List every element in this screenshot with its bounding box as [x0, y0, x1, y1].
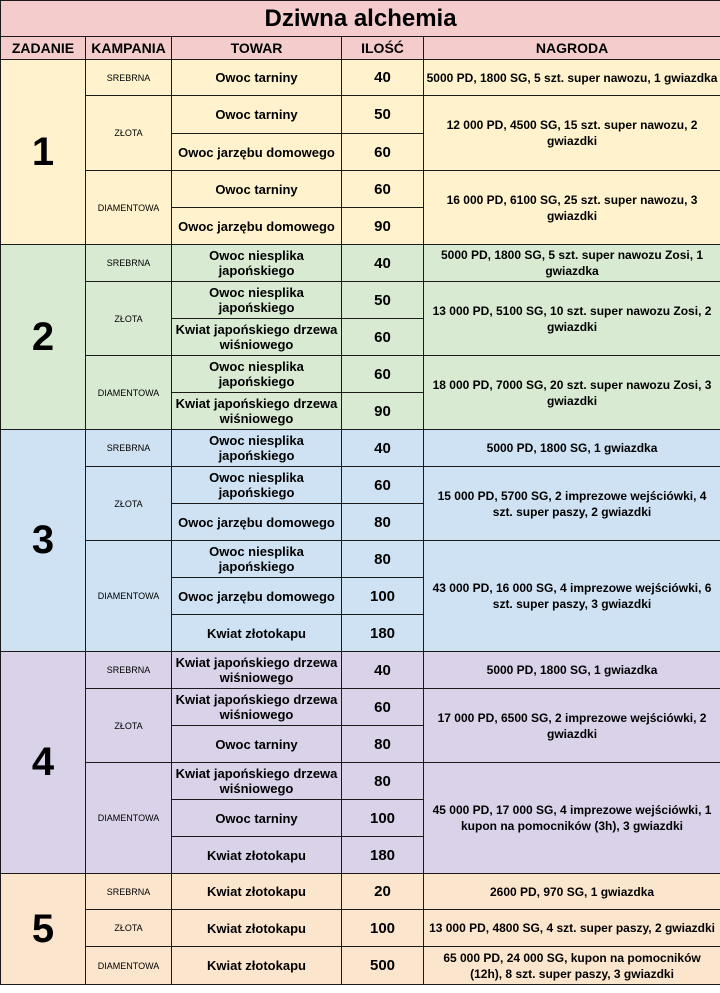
- reward-text: 17 000 PD, 6500 SG, 2 imprezowe wejściówki, 2 gwiazdki: [424, 689, 720, 763]
- item-quantity: 20: [342, 874, 424, 910]
- item-quantity: 180: [342, 615, 424, 652]
- item-name: Owoc jarzębu domowego: [172, 504, 342, 541]
- table-row: [1, 430, 720, 467]
- item-name: Kwiat złotokapu: [172, 947, 342, 985]
- campaign-name: SREBRNA: [86, 874, 172, 910]
- item-quantity: 40: [342, 652, 424, 689]
- item-name: Owoc tarniny: [172, 726, 342, 763]
- task-number: 2: [1, 245, 86, 430]
- campaign-name: ZŁOTA: [86, 689, 172, 763]
- table-row: [1, 910, 720, 947]
- table-row: [1, 763, 720, 800]
- task-number: 1: [1, 60, 86, 245]
- item-name: Owoc niesplika japońskiego: [172, 282, 342, 319]
- item-name: Kwiat japońskiego drzewa wiśniowego: [172, 319, 342, 356]
- item-quantity: 50: [342, 282, 424, 319]
- item-quantity: 60: [342, 134, 424, 171]
- item-quantity: 100: [342, 578, 424, 615]
- table-row: [1, 171, 720, 208]
- item-quantity: 80: [342, 504, 424, 541]
- campaign-name: ZŁOTA: [86, 910, 172, 947]
- item-quantity: 60: [342, 356, 424, 393]
- item-name: Owoc jarzębu domowego: [172, 578, 342, 615]
- campaign-name: DIAMENTOWA: [86, 947, 172, 985]
- table-row: [1, 60, 720, 96]
- campaign-name: ZŁOTA: [86, 282, 172, 356]
- page-title: Dziwna alchemia: [1, 1, 720, 37]
- item-name: Kwiat złotokapu: [172, 910, 342, 947]
- item-quantity: 50: [342, 96, 424, 134]
- item-name: Kwiat złotokapu: [172, 615, 342, 652]
- item-name: Owoc tarniny: [172, 800, 342, 837]
- table-row: [1, 652, 720, 689]
- campaign-name: SREBRNA: [86, 430, 172, 467]
- item-name: Owoc tarniny: [172, 60, 342, 96]
- item-quantity: 90: [342, 208, 424, 245]
- reward-text: 5000 PD, 1800 SG, 5 szt. super nawozu, 1 gwiazdka: [424, 60, 720, 96]
- item-quantity: 100: [342, 800, 424, 837]
- item-name: Owoc niesplika japońskiego: [172, 541, 342, 578]
- header-task: ZADANIE: [1, 37, 86, 60]
- header-campaign: KAMPANIA: [86, 37, 172, 60]
- header-qty: ILOŚĆ: [342, 37, 424, 60]
- item-quantity: 60: [342, 467, 424, 504]
- item-quantity: 60: [342, 319, 424, 356]
- item-name: Owoc tarniny: [172, 171, 342, 208]
- item-name: Kwiat japońskiego drzewa wiśniowego: [172, 652, 342, 689]
- campaign-name: DIAMENTOWA: [86, 541, 172, 652]
- table-row: [1, 282, 720, 319]
- table-row: [1, 96, 720, 134]
- reward-text: 13 000 PD, 5100 SG, 10 szt. super nawozu Zosi, 2 gwiazdki: [424, 282, 720, 356]
- item-quantity: 100: [342, 910, 424, 947]
- item-quantity: 40: [342, 245, 424, 282]
- reward-text: 2600 PD, 970 SG, 1 gwiazdka: [424, 874, 720, 910]
- item-quantity: 500: [342, 947, 424, 985]
- item-name: Kwiat japońskiego drzewa wiśniowego: [172, 763, 342, 800]
- reward-text: 65 000 PD, 24 000 SG, kupon na pomocników (12h), 8 szt. super paszy, 3 gwiazdki: [424, 947, 720, 985]
- reward-text: 15 000 PD, 5700 SG, 2 imprezowe wejściówki, 4 szt. super paszy, 2 gwiazdki: [424, 467, 720, 541]
- header-item: TOWAR: [172, 37, 342, 60]
- item-name: Kwiat złotokapu: [172, 837, 342, 874]
- item-name: Kwiat złotokapu: [172, 874, 342, 910]
- campaign-name: SREBRNA: [86, 60, 172, 96]
- reward-text: 18 000 PD, 7000 SG, 20 szt. super nawozu Zosi, 3 gwiazdki: [424, 356, 720, 430]
- item-quantity: 90: [342, 393, 424, 430]
- item-name: Owoc tarniny: [172, 96, 342, 134]
- reward-text: 5000 PD, 1800 SG, 1 gwiazdka: [424, 652, 720, 689]
- reward-text: 43 000 PD, 16 000 SG, 4 imprezowe wejściówki, 6 szt. super paszy, 3 gwiazdki: [424, 541, 720, 652]
- table-row: [1, 874, 720, 910]
- item-name: Kwiat japońskiego drzewa wiśniowego: [172, 393, 342, 430]
- table-body: [1, 60, 720, 985]
- item-name: Owoc niesplika japońskiego: [172, 245, 342, 282]
- reward-text: 45 000 PD, 17 000 SG, 4 imprezowe wejściówki, 1 kupon na pomocników (3h), 3 gwiazdki: [424, 763, 720, 874]
- item-name: Owoc jarzębu domowego: [172, 208, 342, 245]
- task-number: 3: [1, 430, 86, 652]
- reward-text: 13 000 PD, 4800 SG, 4 szt. super paszy, 2 gwiazdki: [424, 910, 720, 947]
- item-quantity: 80: [342, 541, 424, 578]
- reward-text: 16 000 PD, 6100 SG, 25 szt. super nawozu, 3 gwiazdki: [424, 171, 720, 245]
- task-number: 4: [1, 652, 86, 874]
- campaign-name: DIAMENTOWA: [86, 171, 172, 245]
- item-name: Owoc niesplika japońskiego: [172, 356, 342, 393]
- campaign-name: ZŁOTA: [86, 96, 172, 171]
- reward-text: 5000 PD, 1800 SG, 1 gwiazdka: [424, 430, 720, 467]
- header-reward: NAGRODA: [424, 37, 720, 60]
- table-row: [1, 947, 720, 985]
- item-quantity: 80: [342, 763, 424, 800]
- reward-text: 12 000 PD, 4500 SG, 15 szt. super nawozu, 2 gwiazdki: [424, 96, 720, 171]
- item-name: Owoc niesplika japońskiego: [172, 430, 342, 467]
- item-name: Owoc niesplika japońskiego: [172, 467, 342, 504]
- table-row: [1, 356, 720, 393]
- table-row: [1, 689, 720, 726]
- campaign-name: SREBRNA: [86, 652, 172, 689]
- item-name: Kwiat japońskiego drzewa wiśniowego: [172, 689, 342, 726]
- item-quantity: 40: [342, 60, 424, 96]
- campaign-name: SREBRNA: [86, 245, 172, 282]
- reward-text: 5000 PD, 1800 SG, 5 szt. super nawozu Zosi, 1 gwiazdka: [424, 245, 720, 282]
- item-quantity: 60: [342, 689, 424, 726]
- task-number: 5: [1, 874, 86, 985]
- table-row: [1, 541, 720, 578]
- item-name: Owoc jarzębu domowego: [172, 134, 342, 171]
- item-quantity: 180: [342, 837, 424, 874]
- campaign-name: ZŁOTA: [86, 467, 172, 541]
- campaign-name: DIAMENTOWA: [86, 356, 172, 430]
- item-quantity: 40: [342, 430, 424, 467]
- table-row: [1, 245, 720, 282]
- campaign-name: DIAMENTOWA: [86, 763, 172, 874]
- table-row: [1, 467, 720, 504]
- item-quantity: 60: [342, 171, 424, 208]
- item-quantity: 80: [342, 726, 424, 763]
